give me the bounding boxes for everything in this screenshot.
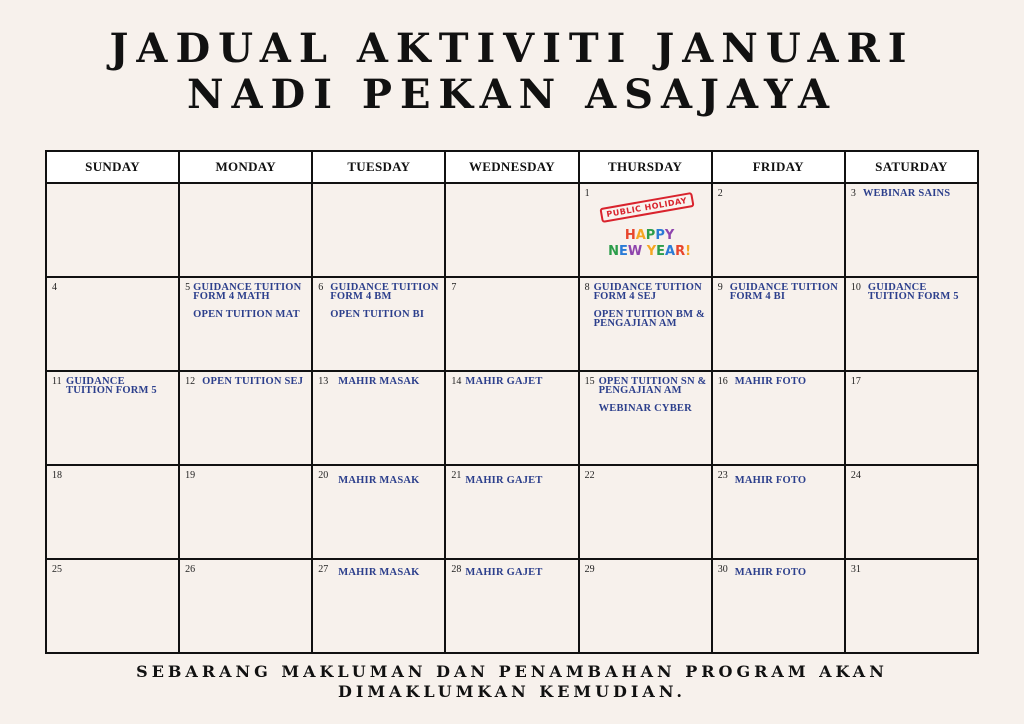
day-cell-2 — [712, 183, 845, 277]
event-label: MAHIR GAJET — [465, 567, 543, 578]
day-number: 1 — [584, 188, 590, 199]
event-label: OPEN TUITION BM & PENGAJIAN AM — [593, 309, 705, 329]
event-label: MAHIR FOTO — [734, 376, 807, 387]
day-cell-19 — [179, 465, 312, 559]
day-number: 15 — [584, 376, 595, 387]
day-number: 20 — [318, 470, 329, 481]
day-cell-25 — [46, 559, 179, 653]
day-cell-15 — [579, 371, 712, 465]
footer-line-1: SEBARANG MAKLUMAN DAN PENAMBAHAN PROGRAM AKAN — [136, 662, 888, 681]
event-label: MAHIR GAJET — [465, 376, 543, 387]
empty-day-cell — [445, 183, 578, 277]
day-cell-28 — [445, 559, 578, 653]
day-cell-10 — [845, 277, 978, 371]
day-cell-8 — [579, 277, 712, 371]
day-cell-31 — [845, 559, 978, 653]
event-label: MAHIR MASAK — [338, 376, 420, 387]
event-label: OPEN TUITION MAT — [193, 309, 300, 320]
calendar-grid — [45, 150, 979, 654]
day-number: 19 — [185, 470, 196, 481]
weekday-saturday: SATURDAY — [845, 151, 978, 183]
day-number: 18 — [52, 470, 62, 481]
day-number: 23 — [717, 470, 728, 481]
day-cell-18 — [46, 465, 179, 559]
weekday-monday: MONDAY — [179, 151, 312, 183]
day-cell-30 — [712, 559, 845, 653]
event-label: OPEN TUITION SN & PENGAJIAN AM — [598, 376, 707, 396]
day-number: 21 — [451, 470, 462, 481]
event-label: MAHIR GAJET — [465, 475, 543, 486]
holiday-letter: W — [627, 244, 643, 259]
day-number: 17 — [850, 376, 861, 387]
weekday-sunday: SUNDAY — [46, 151, 179, 183]
day-number: 16 — [717, 376, 728, 387]
day-cell-7 — [445, 277, 578, 371]
day-cell-24 — [845, 465, 978, 559]
day-number: 13 — [318, 376, 329, 387]
week-row — [46, 371, 978, 465]
event-label: GUIDANCE TUITION FORM 4 SEJ — [593, 282, 702, 302]
day-number: 14 — [451, 376, 462, 387]
day-number: 6 — [318, 282, 324, 293]
title-line-2: NADI PEKAN ASAJAYA — [186, 71, 838, 118]
day-cell-21 — [445, 465, 578, 559]
day-number: 27 — [318, 564, 329, 575]
day-cell-5 — [179, 277, 312, 371]
holiday-letter: H — [624, 228, 636, 243]
day-number: 3 — [850, 188, 856, 199]
footer-note — [0, 662, 1024, 702]
event-label: OPEN TUITION BI — [330, 309, 425, 320]
day-number: 9 — [717, 282, 723, 293]
day-cell-22 — [579, 465, 712, 559]
title-line-1: JADUAL AKTIVITI JANUARI — [109, 25, 915, 72]
day-cell-29 — [579, 559, 712, 653]
holiday-letter: R — [675, 244, 686, 259]
day-number: 5 — [185, 282, 191, 293]
day-cell-23 — [712, 465, 845, 559]
day-number: 4 — [52, 282, 57, 293]
event-label: MAHIR FOTO — [734, 475, 807, 486]
event-label: WEBINAR CYBER — [598, 403, 692, 414]
week-row — [46, 277, 978, 371]
event-label: MAHIR FOTO — [734, 567, 807, 578]
day-number: 11 — [52, 376, 62, 387]
day-number: 2 — [717, 188, 723, 199]
holiday-letter: A — [635, 228, 646, 243]
day-cell-6 — [312, 277, 445, 371]
holiday-letter: E — [656, 244, 666, 259]
event-label: GUIDANCE TUITION FORM 5 — [66, 376, 157, 396]
day-number: 30 — [717, 564, 728, 575]
day-number: 28 — [451, 564, 462, 575]
day-cell-3 — [845, 183, 978, 277]
week-row — [46, 559, 978, 653]
day-number: 22 — [584, 470, 595, 481]
holiday-letter: P — [655, 228, 665, 243]
day-number: 7 — [451, 282, 457, 293]
empty-day-cell — [312, 183, 445, 277]
weekday-wednesday: WEDNESDAY — [445, 151, 578, 183]
event-label: GUIDANCE TUITION FORM 4 BM — [330, 282, 439, 302]
day-cell-14 — [445, 371, 578, 465]
day-number: 24 — [850, 470, 861, 481]
page-title — [0, 26, 1024, 118]
holiday-letter: Y — [646, 244, 657, 259]
holiday-letter: N — [608, 244, 619, 259]
event-label: GUIDANCE TUITION FORM 4 MATH — [193, 282, 302, 302]
holiday-letter: ! — [685, 244, 692, 259]
day-number: 8 — [584, 282, 590, 293]
day-cell-26 — [179, 559, 312, 653]
new-year-holiday-badge — [598, 196, 698, 266]
event-label: MAHIR MASAK — [338, 567, 420, 578]
week-row — [46, 183, 978, 277]
footer-line-2: DIMAKLUMKAN KEMUDIAN. — [337, 682, 686, 701]
holiday-letter: A — [665, 244, 676, 259]
day-cell-1 — [579, 183, 712, 277]
weekday-thursday: THURSDAY — [579, 151, 712, 183]
day-cell-13 — [312, 371, 445, 465]
holiday-letter: P — [645, 228, 656, 243]
day-number: 29 — [584, 564, 595, 575]
event-label: GUIDANCE TUITION FORM 5 — [867, 282, 959, 302]
empty-day-cell — [179, 183, 312, 277]
day-number: 26 — [185, 564, 196, 575]
day-cell-16 — [712, 371, 845, 465]
day-number: 25 — [52, 564, 62, 575]
day-cell-20 — [312, 465, 445, 559]
day-number: 10 — [850, 282, 861, 293]
day-number: 12 — [185, 376, 196, 387]
day-cell-27 — [312, 559, 445, 653]
week-row — [46, 465, 978, 559]
weekday-friday: FRIDAY — [712, 151, 845, 183]
happy-new-year-text — [602, 228, 698, 260]
day-number: 31 — [850, 564, 861, 575]
holiday-letter: E — [618, 244, 628, 259]
event-label: WEBINAR SAINS — [862, 188, 951, 199]
public-holiday-stamp: PUBLIC HOLIDAY — [599, 192, 694, 223]
day-cell-17 — [845, 371, 978, 465]
event-label: MAHIR MASAK — [338, 475, 420, 486]
event-label: OPEN TUITION SEJ — [202, 376, 304, 387]
day-cell-11 — [46, 371, 179, 465]
weekday-tuesday: TUESDAY — [312, 151, 445, 183]
day-cell-4 — [46, 277, 179, 371]
empty-day-cell — [46, 183, 179, 277]
holiday-letter: Y — [664, 228, 675, 243]
weekday-header-row — [46, 151, 978, 183]
day-cell-12 — [179, 371, 312, 465]
day-cell-9 — [712, 277, 845, 371]
event-label: GUIDANCE TUITION FORM 4 BI — [729, 282, 839, 302]
